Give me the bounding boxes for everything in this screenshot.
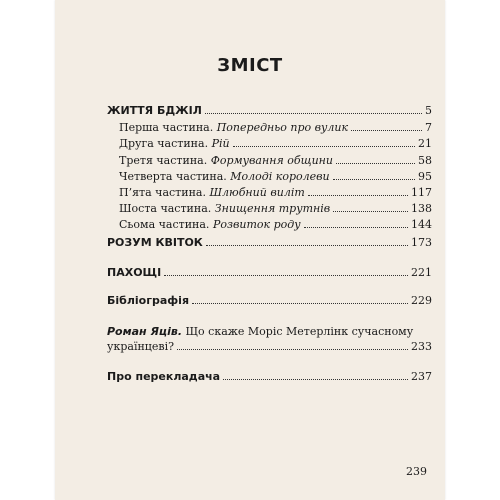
toc-entry-label: Роман Яців. Що скаже Моріс Метерлінк сучасному bbox=[107, 325, 414, 338]
dot-leader bbox=[177, 349, 408, 350]
dot-leader bbox=[192, 303, 408, 304]
toc-entry-part-6 bbox=[107, 202, 432, 216]
toc-entry-part-4 bbox=[107, 170, 432, 184]
dot-leader bbox=[308, 195, 408, 196]
toc-entry-part-7 bbox=[107, 218, 432, 232]
dot-leader bbox=[223, 379, 408, 380]
toc-entry-intelligence-of-flowers bbox=[107, 236, 432, 250]
toc-entry-bibliography bbox=[107, 294, 432, 308]
page-title: ЗМІСТ bbox=[217, 55, 283, 76]
toc-entry-page: 21 bbox=[418, 137, 432, 150]
toc-entry-page: 138 bbox=[411, 202, 432, 215]
toc-entry-fragrances bbox=[107, 266, 432, 280]
dot-leader bbox=[351, 130, 422, 131]
author-name: Роман Яців. bbox=[107, 325, 182, 338]
toc-entry-life-of-bees bbox=[107, 104, 432, 118]
toc-entry-label-continued: українцеві? bbox=[107, 340, 174, 353]
dot-leader bbox=[206, 245, 408, 246]
toc-entry-page: 233 bbox=[411, 340, 432, 353]
toc-entry-label: Четверта частина. Молоді королеви bbox=[119, 170, 330, 183]
dot-leader bbox=[164, 275, 408, 276]
toc-entry-part-1 bbox=[107, 121, 432, 135]
toc-entry-page: 229 bbox=[411, 294, 432, 307]
toc-entry-page: 221 bbox=[411, 266, 432, 279]
toc-entry-label: Бібліографія bbox=[107, 294, 190, 307]
toc-entry-page: 173 bbox=[411, 236, 432, 249]
toc-entry-page: 237 bbox=[411, 370, 432, 383]
book-page bbox=[55, 0, 445, 500]
toc-entry-page: 95 bbox=[418, 170, 432, 183]
toc-entry-part-3 bbox=[107, 154, 432, 168]
toc-entry-part-5 bbox=[107, 186, 432, 200]
toc-entry-label: ПАХОЩІ bbox=[107, 266, 162, 279]
toc-entry-part-2 bbox=[107, 137, 432, 151]
toc-entry-label: РОЗУМ КВІТОК bbox=[107, 236, 203, 249]
toc-entry-page: 144 bbox=[411, 218, 432, 231]
dot-leader bbox=[205, 113, 422, 114]
dot-leader bbox=[333, 179, 415, 180]
toc-entry-page: 5 bbox=[425, 104, 432, 117]
dot-leader bbox=[304, 227, 408, 228]
toc-entry-about-translator bbox=[107, 370, 432, 384]
toc-entry-page: 58 bbox=[418, 154, 432, 167]
toc-entry-label: ЖИТТЯ БДЖІЛ bbox=[107, 104, 202, 117]
toc-entry-label: Сьома частина. Розвиток роду bbox=[119, 218, 301, 231]
dot-leader bbox=[336, 163, 415, 164]
toc-entry-label: П’ята частина. Шлюбний виліт bbox=[119, 186, 305, 199]
toc-entry-page: 7 bbox=[425, 121, 432, 134]
toc-entry-label: Перша частина. Попередньо про вулик bbox=[119, 121, 349, 134]
toc-entry-page: 117 bbox=[411, 186, 432, 199]
toc-entry-label: Третя частина. Формування общини bbox=[119, 154, 333, 167]
dot-leader bbox=[233, 146, 415, 147]
toc-entry-afterword bbox=[107, 324, 432, 354]
page-number: 239 bbox=[406, 465, 427, 478]
toc-entry-label: Друга частина. Рій bbox=[119, 137, 230, 150]
toc-entry-label: Про перекладача bbox=[107, 370, 221, 383]
toc-entry-label: Шоста частина. Знищення трутнів bbox=[119, 202, 331, 215]
dot-leader bbox=[333, 211, 408, 212]
